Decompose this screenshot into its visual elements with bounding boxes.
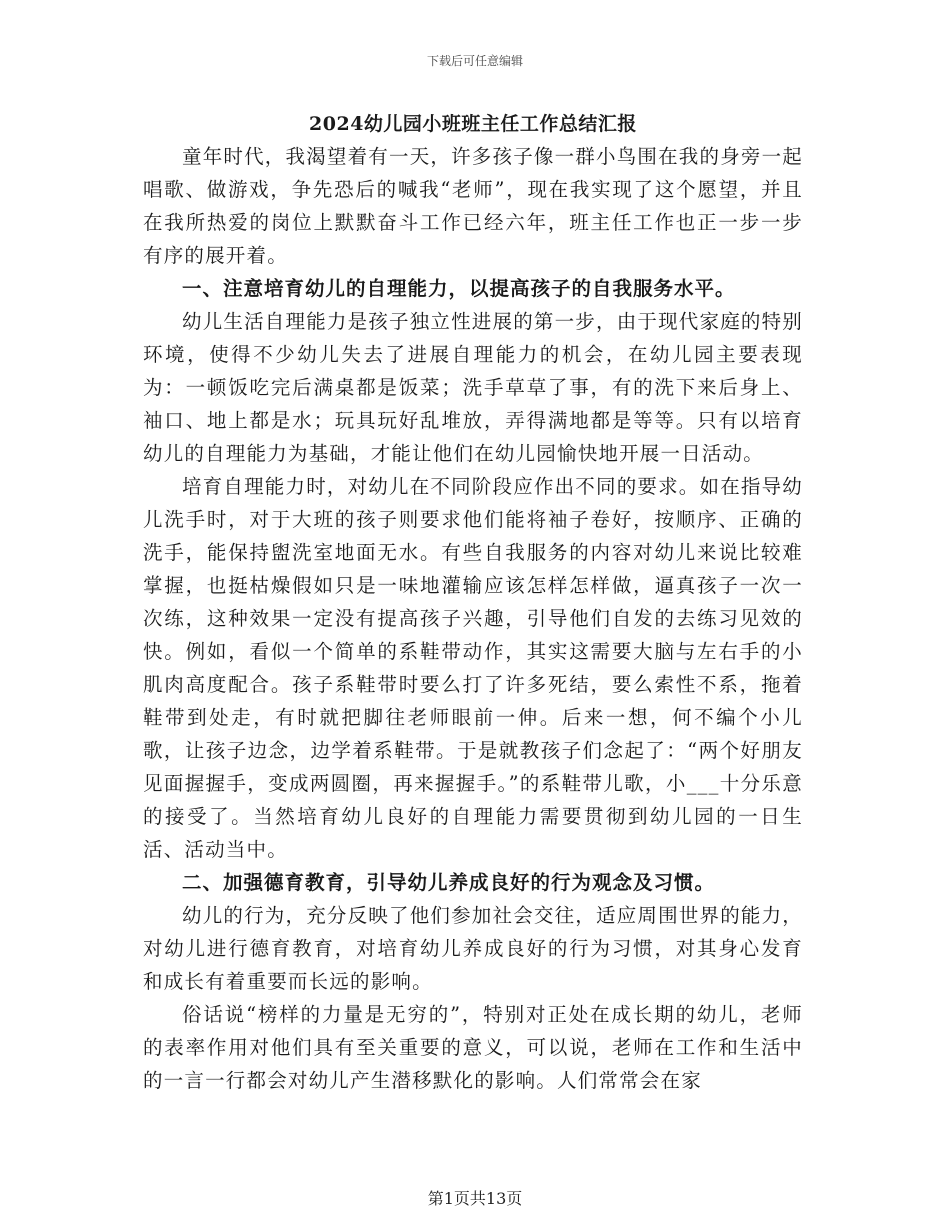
document-body (143, 108, 803, 1097)
page-header-note: 下载后可任意编辑 (426, 54, 523, 68)
paragraph-behavior: 幼儿的行为，充分反映了他们参加社会交往，适应周围世界的能力，对幼儿进行德育教育，对培育幼儿养成良好的行为习惯，对其身心发育和成长有着重要而长远的影响。 (143, 904, 804, 993)
document-title: 2024幼儿园小班班主任工作总结汇报 (309, 113, 637, 135)
section-heading-1: 一、注意培育幼儿的自理能力，以提高孩子的自我服务水平。 (182, 277, 736, 300)
paragraph-self-care: 幼儿生活自理能力是孩子独立性进展的第一步，由于现代家庭的特别环境，使得不少幼儿失去了进展自理能力的机会，在幼儿园主要表现为：一顿饭吃完后满桌都是饭菜；洗手草草了事，有的洗下来后身上、袖口、地上都是水；玩具玩好乱堆放，弄得满地都是等等。只有以培育幼儿的自理能力为基础，才能让他们在幼儿园愉快地开展一日活动。 (143, 310, 804, 465)
section-heading-2: 二、加强德育教育，引导幼儿养成良好的行为观念及习惯。 (182, 871, 716, 894)
paragraph-intro: 童年时代，我渴望着有一天，许多孩子像一群小鸟围在我的身旁一起唱歌、做游戏，争先恐后的喊我“老师”，现在我实现了这个愿望，并且在我所热爱的岗位上默默奋斗工作已经六年，班主任工作也正一步一步有序的展开着。 (143, 145, 804, 267)
page-footer-pagination: 第1页共13页 (427, 1189, 523, 1208)
paragraph-role-model: 俗话说“榜样的力量是无穷的”，特别对正处在成长期的幼儿，老师的表率作用对他们具有至关重要的意义，可以说，老师在工作和生活中的一言一行都会对幼儿产生潜移默化的影响。人们常常会在家 (143, 1003, 803, 1092)
paragraph-shoelace: 培育自理能力时，对幼儿在不同阶段应作出不同的要求。如在指导幼儿洗手时，对于大班的孩子则要求他们能将袖子卷好，按顺序、正确的洗手，能保持盥洗室地面无水。有些自我服务的内容对幼儿来说比较难掌握，也挺枯燥假如只是一味地灌输应该怎样怎样做，逼真孩子一次一次练，这种效果一定没有提高孩子兴趣，引导他们自发的去练习见效的快。例如，看似一个简单的系鞋带动作，其实这需要大脑与左右手的小肌肉高度配合。孩子系鞋带时要么打了许多死结，要么索性不系，拖着鞋带到处走，有时就把脚往老师眼前一伸。后来一想，何不编个小儿歌，让孩子边念，边学着系鞋带。于是就教孩子们念起了：“两个好朋友见面握握手，变成两圆圈，再来握握手。”的系鞋带儿歌，小___十分乐意的接受了。当然培育幼儿良好的自理能力需要贯彻到幼儿园的一日生活、活动当中。 (143, 475, 804, 861)
